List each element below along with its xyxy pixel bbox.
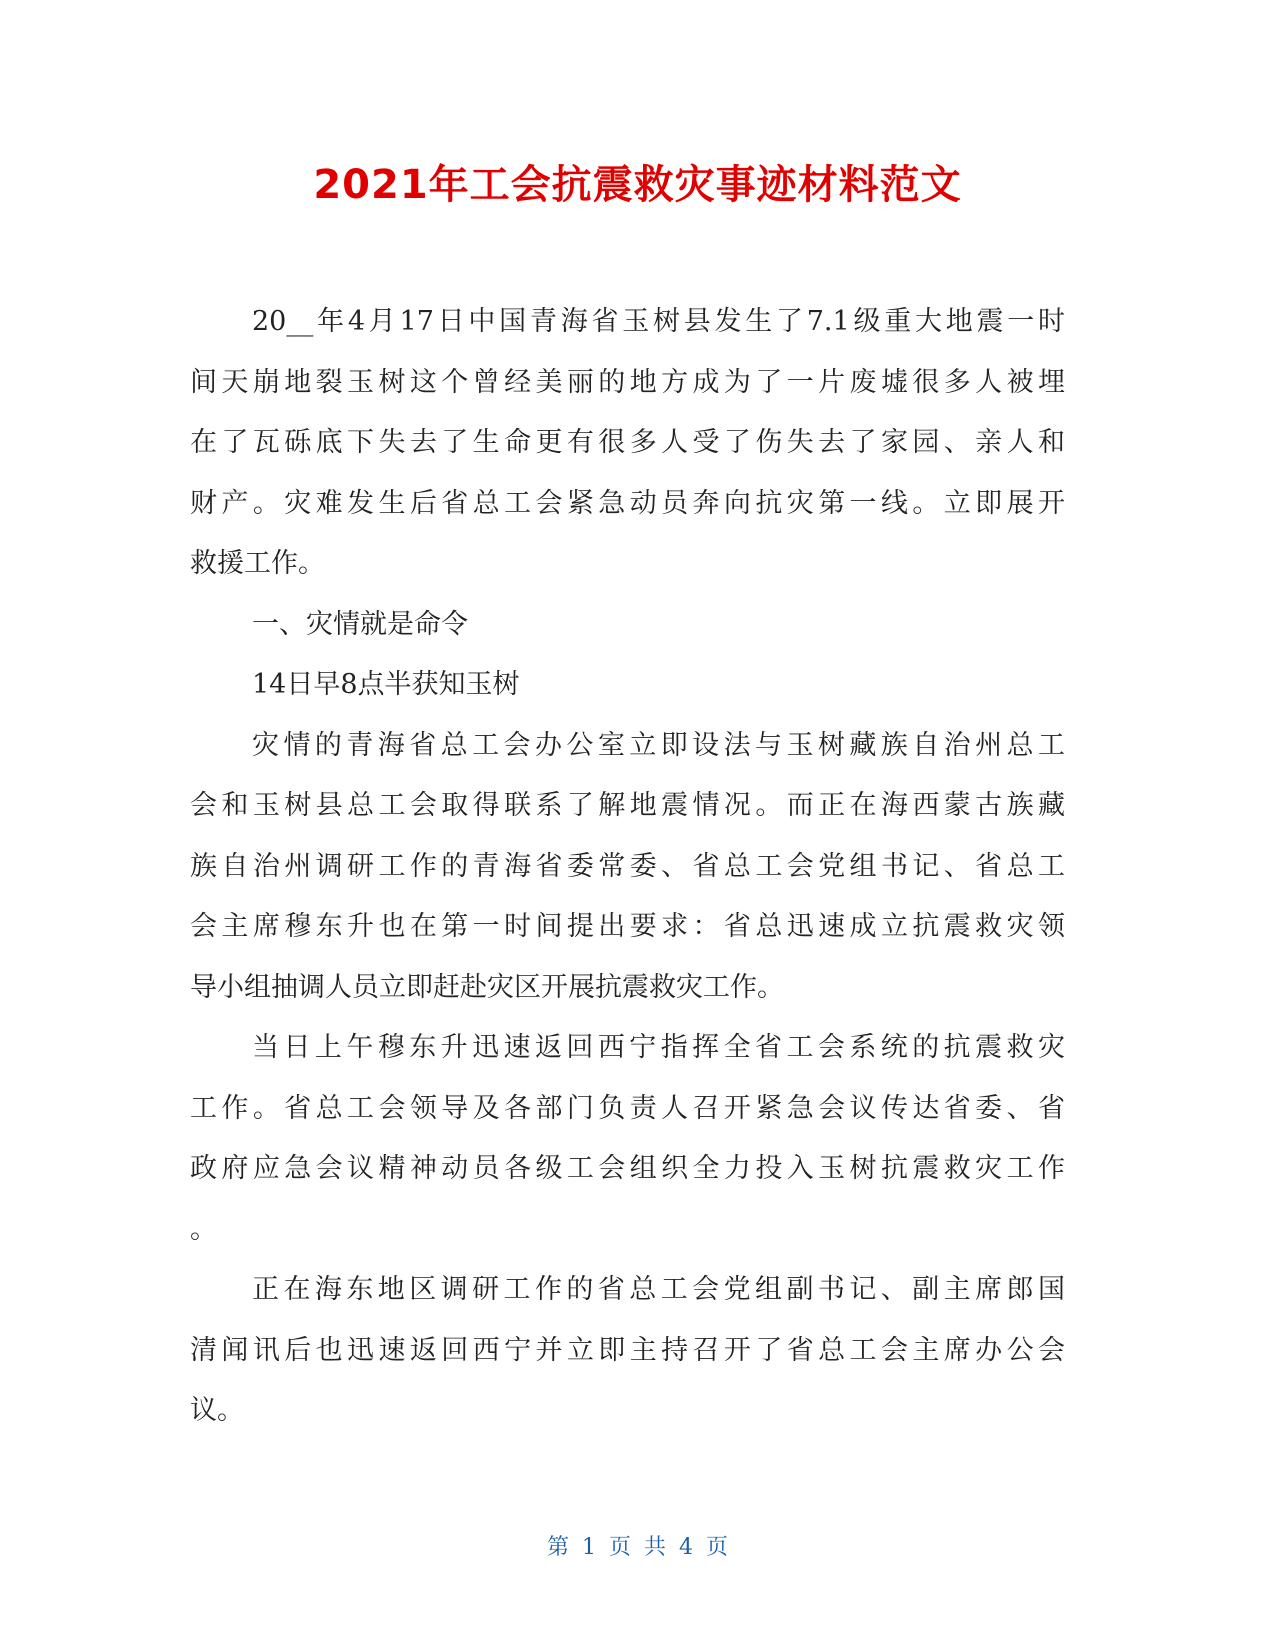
paragraph-line: 族自治州调研工作的青海省委常委、省总工会党组书记、省总工 — [190, 850, 1065, 882]
paragraph-line: 。 — [190, 1213, 217, 1245]
paragraph-line: 会主席穆东升也在第一时间提出要求：省总迅速成立抗震救灾领 — [190, 911, 1065, 942]
paragraph-line: 20__年4月17日中国青海省玉树县发生了7.1级重大地震一时 — [252, 306, 1065, 337]
paragraph-line: 财产。灾难发生后省总工会紧急动员奔向抗灾第一线。立即展开 — [190, 487, 1065, 519]
paragraph-line: 会和玉树县总工会取得联系了解地震情况。而正在海西蒙古族藏 — [190, 790, 1065, 821]
paragraph-line: 间天崩地裂玉树这个曾经美丽的地方成为了一片废墟很多人被埋 — [190, 366, 1065, 398]
paragraph-line: 在了瓦砾底下失去了生命更有很多人受了伤失去了家园、亲人和 — [190, 427, 1065, 458]
paragraph-line: 工作。省总工会领导及各部门负责人召开紧急会议传达省委、省 — [190, 1092, 1065, 1124]
paragraph-line: 议。 — [190, 1395, 244, 1426]
paragraph-line: 正在海东地区调研工作的省总工会党组副书记、副主席郎国 — [252, 1274, 1065, 1305]
paragraph-line: 导小组抽调人员立即赶赴灾区开展抗震救灾工作。 — [190, 971, 784, 1003]
paragraph-line: 灾情的青海省总工会办公室立即设法与玉树藏族自治州总工 — [252, 729, 1065, 761]
page-number-footer: 第 1 页 共 4 页 — [547, 1535, 728, 1560]
section-heading: 一、灾情就是命令 — [252, 608, 468, 640]
paragraph-line: 救援工作。 — [190, 548, 325, 579]
paragraph-line: 14日早8点半获知玉树 — [252, 669, 520, 700]
document-body — [190, 292, 1065, 1442]
document-title: 2021年工会抗震救灾事迹材料范文 — [313, 162, 962, 208]
paragraph-line: 政府应急会议精神动员各级工会组织全力投入玉树抗震救灾工作 — [190, 1153, 1065, 1184]
paragraph-line: 清闻讯后也迅速返回西宁并立即主持召开了省总工会主席办公会 — [190, 1334, 1065, 1366]
paragraph-line: 当日上午穆东升迅速返回西宁指挥全省工会系统的抗震救灾 — [252, 1032, 1065, 1063]
